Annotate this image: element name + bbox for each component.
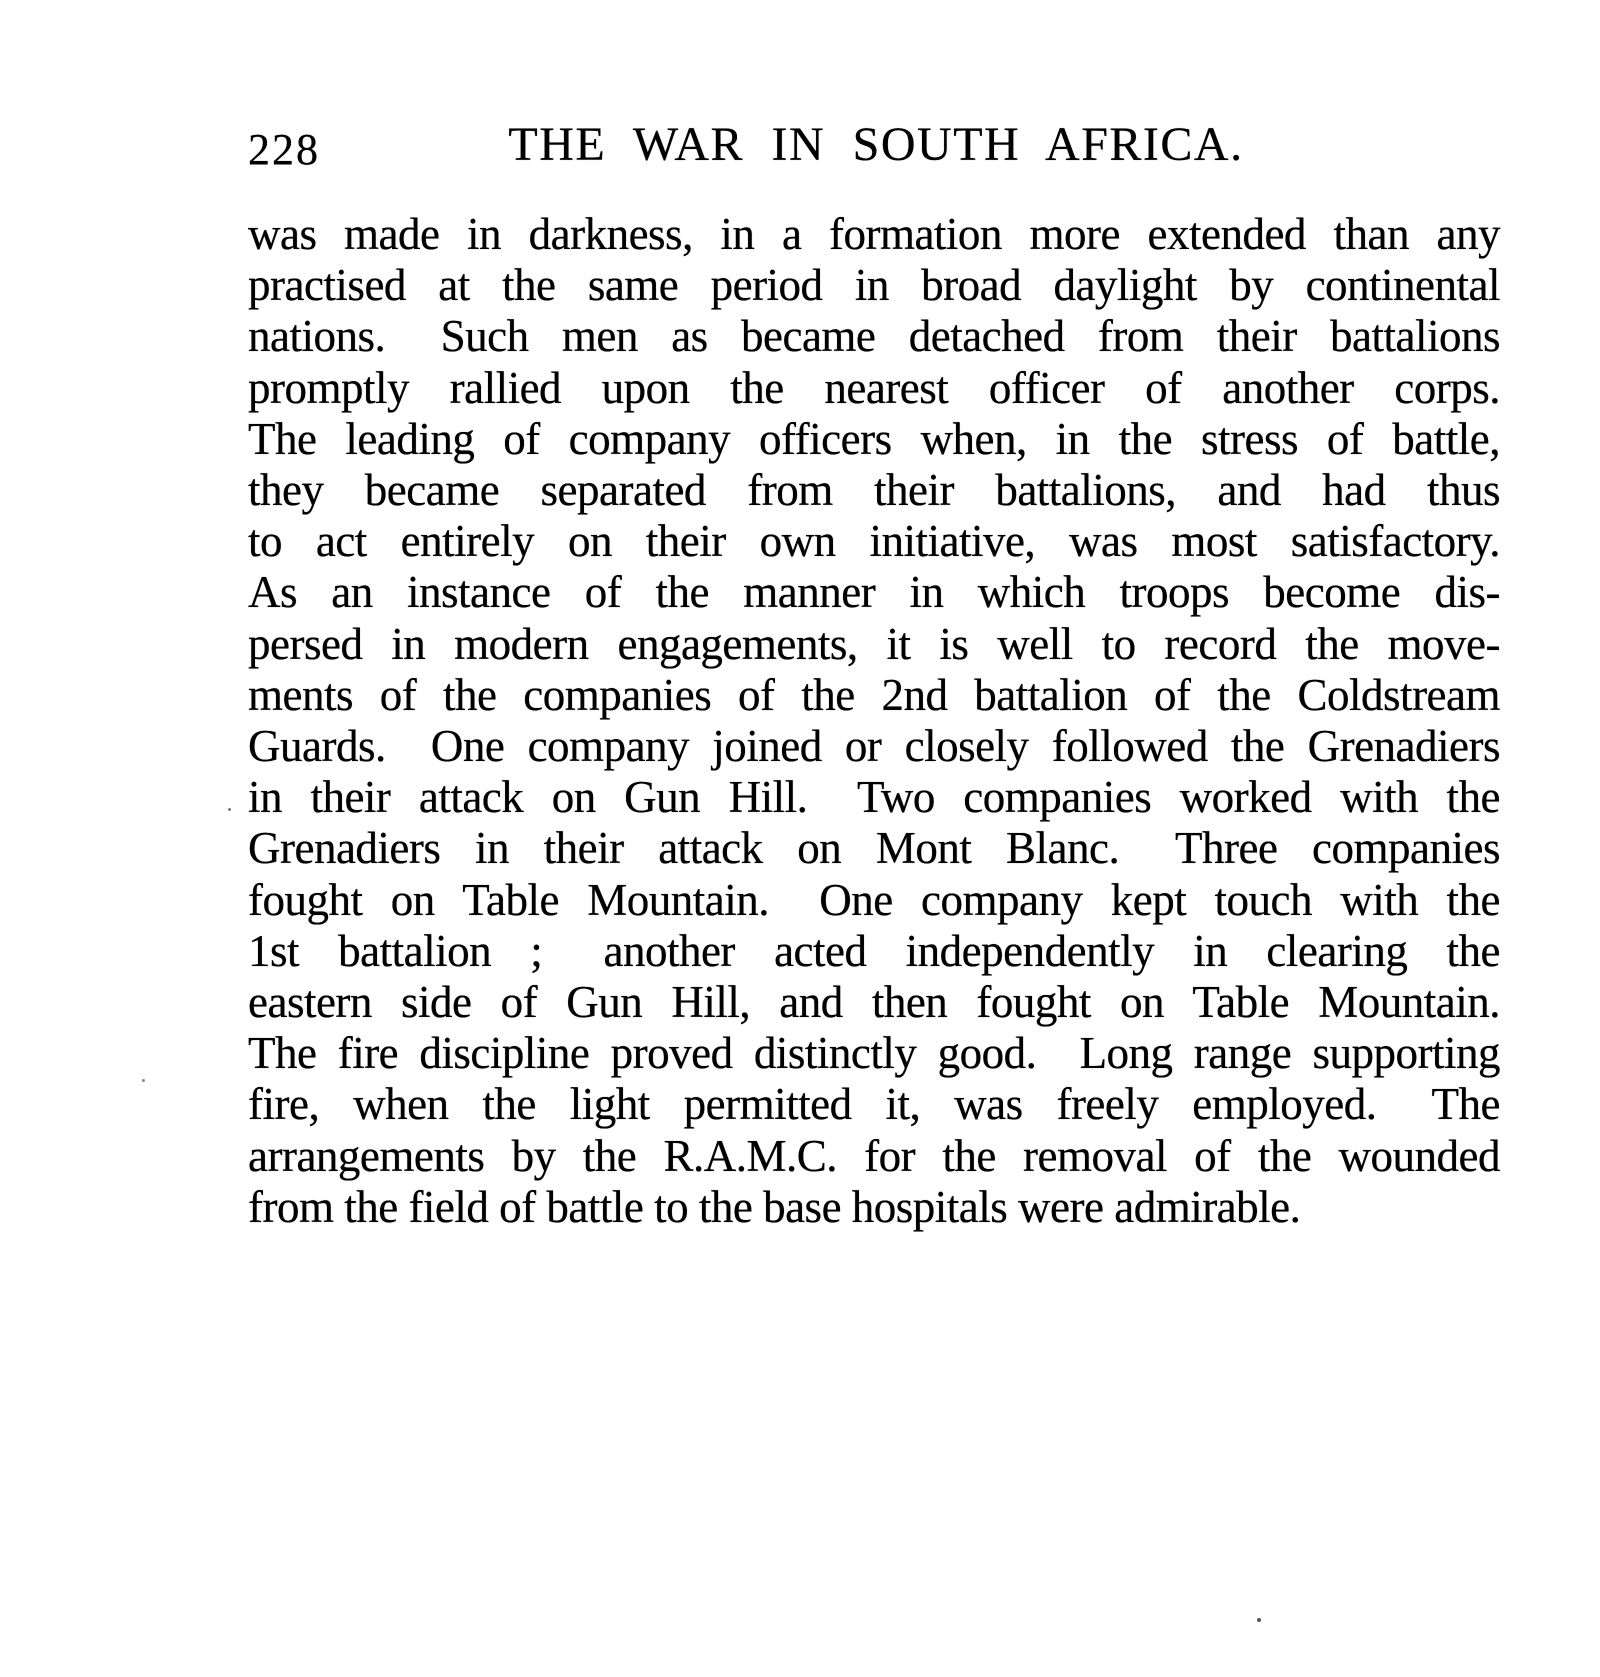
scan-speck: [228, 808, 231, 811]
text-line: The leading of company officers when, in the stress of battle,: [248, 413, 1500, 464]
text-line: ments of the companies of the 2nd battalion of the Coldstream: [248, 669, 1500, 720]
text-line: Grenadiers in their attack on Mont Blanc. Three companies: [248, 823, 1500, 874]
text-line: Guards. One company joined or closely followed the Grenadiers: [248, 721, 1500, 772]
text-line: was made in darkness, in a formation more extended than any: [248, 209, 1500, 259]
text-line: from the field of battle to the base hospitals were admirable.: [248, 1181, 1301, 1232]
text-line: fought on Table Mountain. One company kept touch with the: [248, 874, 1500, 925]
text-line: nations. Such men as became detached from their battalions: [248, 311, 1500, 362]
page-number: 228: [248, 125, 320, 174]
page-body: [248, 209, 1500, 1233]
text-line: promptly rallied upon the nearest officer of another corps.: [248, 362, 1500, 413]
text-line: fire, when the light permitted it, was freely employed. The: [248, 1079, 1500, 1130]
text-line: The fire discipline proved distinctly good. Long range supporting: [248, 1028, 1500, 1079]
text-line: arrangements by the R.A.M.C. for the removal of the wounded: [248, 1130, 1500, 1181]
text-line: 1st battalion ; another acted independently in clearing the: [248, 925, 1500, 976]
running-header-title: THE WAR IN SOUTH AFRICA.: [508, 118, 1244, 171]
text-line: practised at the same period in broad daylight by continental: [248, 260, 1500, 311]
text-line: they became separated from their battalions, and had thus: [248, 465, 1500, 516]
text-line: persed in modern engagements, it is well to record the move-: [248, 618, 1500, 669]
scan-speck: [142, 1079, 145, 1082]
text-line: eastern side of Gun Hill, and then fought on Table Mountain.: [248, 977, 1500, 1028]
text-line: in their attack on Gun Hill. Two companies worked with the: [248, 772, 1500, 823]
text-line: to act entirely on their own initiative, was most satisfactory.: [248, 516, 1500, 567]
text-line: As an instance of the manner in which troops become dis-: [248, 567, 1500, 618]
scan-speck: [1257, 1618, 1261, 1622]
